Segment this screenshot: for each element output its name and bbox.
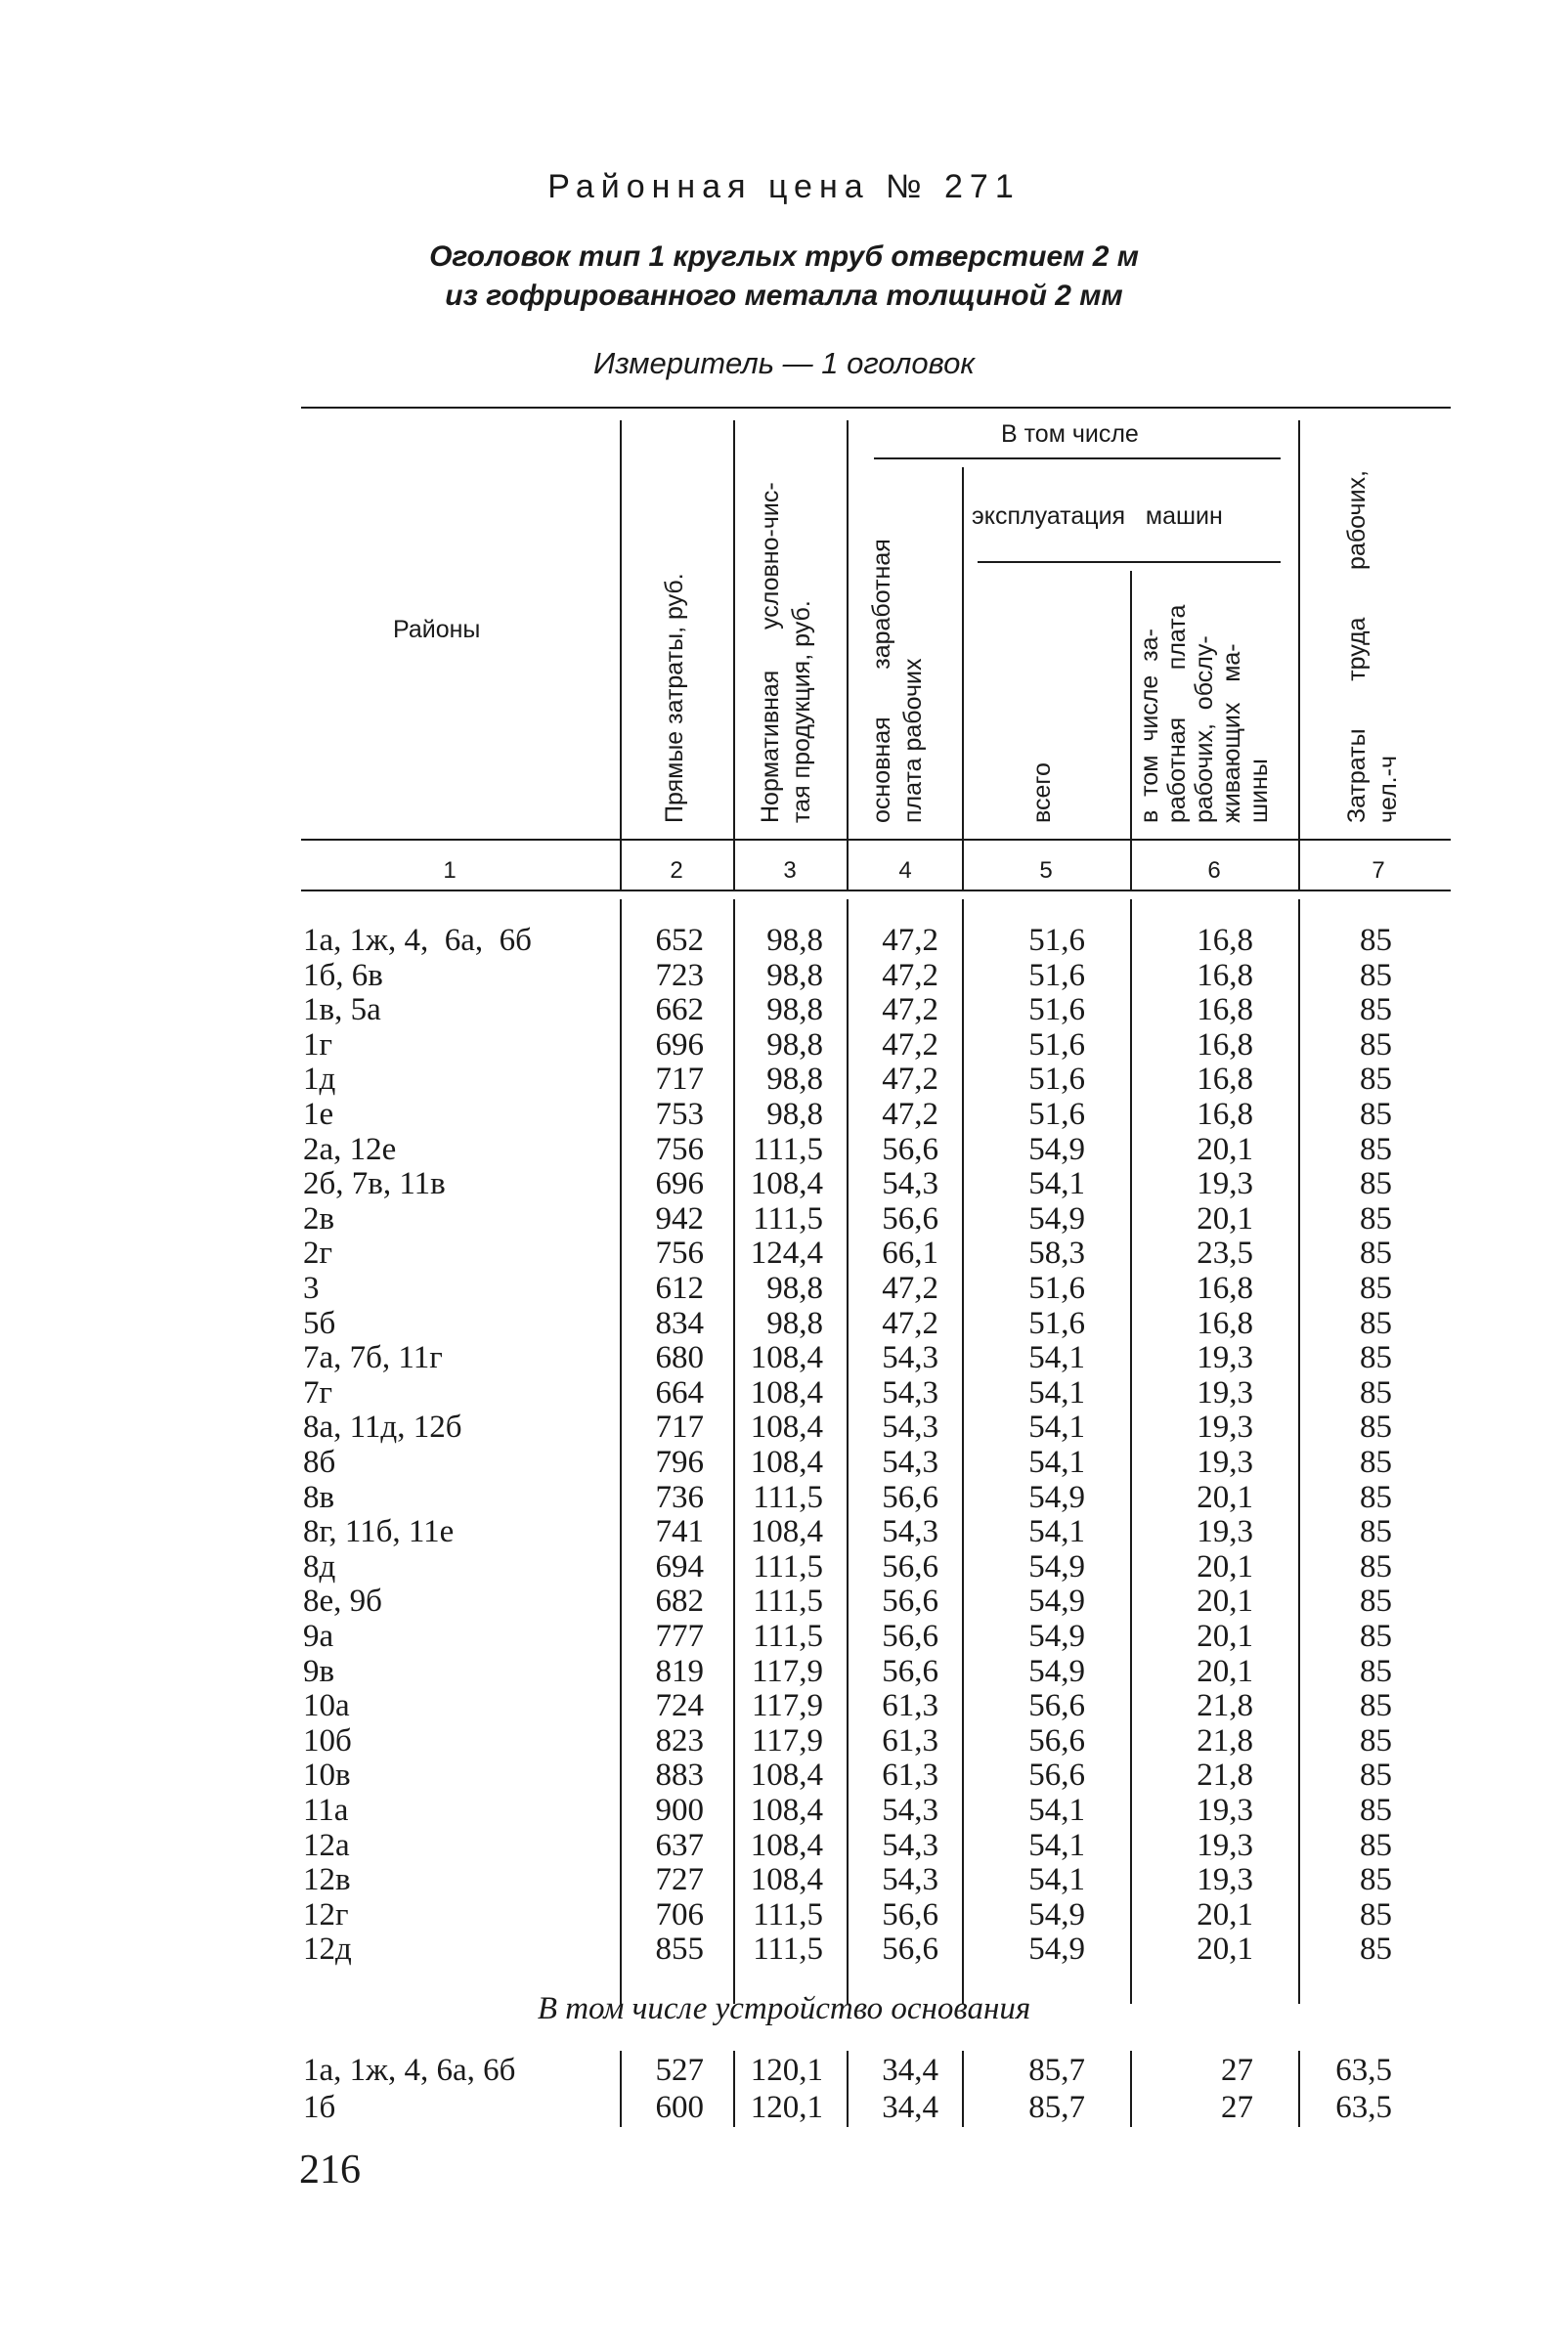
value-cell: 27: [1221, 2090, 1253, 2125]
value-cell: 54,1: [1028, 1793, 1085, 1828]
section-divider: [620, 2051, 622, 2127]
value-cell: 85: [1360, 1445, 1392, 1480]
value-cell: 47,2: [882, 923, 938, 958]
value-cell: 16,8: [1197, 1271, 1253, 1306]
value-cell: 56,6: [882, 1201, 938, 1237]
value-cell: 51,6: [1028, 1062, 1085, 1097]
header-machines: эксплуатация машин: [972, 502, 1223, 530]
value-cell: 855: [655, 1932, 704, 1967]
value-cell: 108,4: [750, 1828, 823, 1863]
column-number: 6: [1207, 857, 1221, 884]
value-cell: 727: [655, 1862, 704, 1897]
value-cell: 61,3: [882, 1723, 938, 1759]
value-cell: 54,9: [1028, 1619, 1085, 1654]
value-cell: 47,2: [882, 1062, 938, 1097]
value-cell: 111,5: [753, 1480, 823, 1515]
district-cell: 8е, 9б: [303, 1584, 382, 1619]
district-cell: 1д: [303, 1062, 336, 1097]
value-cell: 47,2: [882, 1306, 938, 1341]
district-cell: 1б: [303, 2090, 336, 2125]
section-divider: [962, 2051, 964, 2127]
value-cell: 85: [1360, 1584, 1392, 1619]
value-cell: 85: [1360, 992, 1392, 1027]
table-top-rule: [301, 407, 1451, 409]
district-cell: 8г, 11б, 11е: [303, 1514, 455, 1549]
value-cell: 111,5: [753, 1549, 823, 1585]
header-incl-wage-2: работная плата: [1163, 604, 1191, 823]
district-cell: 12д: [303, 1932, 352, 1967]
value-cell: 85: [1360, 1862, 1392, 1897]
value-cell: 16,8: [1197, 1097, 1253, 1132]
district-cell: 9в: [303, 1654, 335, 1689]
value-cell: 736: [655, 1480, 704, 1515]
value-cell: 19,3: [1197, 1514, 1253, 1549]
district-cell: 12г: [303, 1897, 349, 1932]
district-cell: 2г: [303, 1236, 333, 1271]
district-cell: 1в, 5а: [303, 992, 381, 1027]
value-cell: 717: [655, 1410, 704, 1445]
value-cell: 756: [655, 1132, 704, 1167]
value-cell: 777: [655, 1619, 704, 1654]
value-cell: 120,1: [750, 2053, 823, 2088]
column-number: 3: [783, 857, 797, 884]
value-cell: 34,4: [882, 2090, 938, 2125]
value-cell: 694: [655, 1549, 704, 1585]
value-cell: 85: [1360, 1062, 1392, 1097]
value-cell: 85: [1360, 1236, 1392, 1271]
value-cell: 54,1: [1028, 1375, 1085, 1411]
column-numbers-rule: [301, 890, 1451, 891]
column-number: 4: [898, 857, 912, 884]
value-cell: 19,3: [1197, 1340, 1253, 1375]
district-cell: 11а: [303, 1793, 349, 1828]
value-cell: 56,6: [882, 1132, 938, 1167]
value-cell: 51,6: [1028, 992, 1085, 1027]
value-cell: 51,6: [1028, 1271, 1085, 1306]
value-cell: 51,6: [1028, 1027, 1085, 1063]
header-incl-wage-5: шины: [1245, 759, 1273, 823]
value-cell: 98,8: [766, 1271, 823, 1306]
value-cell: 85: [1360, 1514, 1392, 1549]
value-cell: 16,8: [1197, 923, 1253, 958]
value-cell: 108,4: [750, 1514, 823, 1549]
value-cell: 108,4: [750, 1340, 823, 1375]
district-cell: 1а, 1ж, 4, 6а, 6б: [303, 923, 532, 958]
header-divider: [1130, 571, 1132, 890]
value-cell: 612: [655, 1271, 704, 1306]
value-cell: 85: [1360, 1723, 1392, 1759]
value-cell: 117,9: [751, 1723, 823, 1759]
value-cell: 717: [655, 1062, 704, 1097]
value-cell: 20,1: [1197, 1897, 1253, 1932]
value-cell: 54,3: [882, 1862, 938, 1897]
header-bottom-rule: [301, 839, 1451, 841]
value-cell: 54,1: [1028, 1514, 1085, 1549]
value-cell: 54,3: [882, 1828, 938, 1863]
value-cell: 56,6: [882, 1584, 938, 1619]
value-cell: 600: [655, 2090, 704, 2125]
value-cell: 20,1: [1197, 1654, 1253, 1689]
value-cell: 85: [1360, 1549, 1392, 1585]
value-cell: 54,9: [1028, 1932, 1085, 1967]
value-cell: 56,6: [882, 1619, 938, 1654]
district-cell: 8д: [303, 1549, 336, 1585]
value-cell: 900: [655, 1793, 704, 1828]
value-cell: 85: [1360, 1480, 1392, 1515]
header-incl-wage-3: рабочих, обслу-: [1191, 635, 1218, 823]
subtitle-line-1: Оголовок тип 1 круглых труб отверстием 2 м: [429, 240, 1139, 273]
value-cell: 111,5: [753, 1132, 823, 1167]
value-cell: 54,1: [1028, 1828, 1085, 1863]
value-cell: 108,4: [750, 1166, 823, 1201]
value-cell: 823: [655, 1723, 704, 1759]
value-cell: 51,6: [1028, 958, 1085, 993]
page-title: Районная цена № 271: [547, 168, 1021, 205]
value-cell: 85: [1360, 1027, 1392, 1063]
value-cell: 111,5: [753, 1201, 823, 1237]
value-cell: 16,8: [1197, 1027, 1253, 1063]
value-cell: 61,3: [882, 1758, 938, 1793]
subtitle-line-2: из гофрированного металла толщиной 2 мм: [445, 280, 1123, 312]
value-cell: 56,6: [1028, 1758, 1085, 1793]
value-cell: 54,9: [1028, 1132, 1085, 1167]
value-cell: 85: [1360, 1410, 1392, 1445]
header-normative-2: тая продукция, руб.: [788, 600, 815, 823]
value-cell: 85: [1360, 1897, 1392, 1932]
value-cell: 56,6: [882, 1549, 938, 1585]
value-cell: 56,6: [882, 1932, 938, 1967]
value-cell: 27: [1221, 2053, 1253, 2088]
header-incl-wage-4: живающих ма-: [1218, 643, 1245, 823]
section-divider: [1298, 2051, 1300, 2127]
value-cell: 19,3: [1197, 1166, 1253, 1201]
value-cell: 98,8: [766, 992, 823, 1027]
value-cell: 98,8: [766, 1306, 823, 1341]
value-cell: 796: [655, 1445, 704, 1480]
section-divider: [1130, 2051, 1132, 2127]
value-cell: 19,3: [1197, 1793, 1253, 1828]
header-total: всего: [1028, 762, 1056, 823]
value-cell: 85: [1360, 1375, 1392, 1411]
machines-rule: [978, 561, 1281, 563]
value-cell: 54,3: [882, 1166, 938, 1201]
value-cell: 54,9: [1028, 1584, 1085, 1619]
value-cell: 124,4: [750, 1236, 823, 1271]
value-cell: 662: [655, 992, 704, 1027]
value-cell: 51,6: [1028, 923, 1085, 958]
district-cell: 10а: [303, 1688, 350, 1723]
district-cell: 8в: [303, 1480, 335, 1515]
value-cell: 637: [655, 1828, 704, 1863]
value-cell: 54,9: [1028, 1897, 1085, 1932]
value-cell: 108,4: [750, 1410, 823, 1445]
header-labor-1: Затраты труда рабочих,: [1343, 470, 1371, 823]
value-cell: 20,1: [1197, 1201, 1253, 1237]
value-cell: 56,6: [882, 1897, 938, 1932]
value-cell: 741: [655, 1514, 704, 1549]
value-cell: 98,8: [766, 1097, 823, 1132]
header-base-wage-2: плата рабочих: [899, 658, 927, 823]
value-cell: 56,6: [882, 1480, 938, 1515]
value-cell: 664: [655, 1375, 704, 1411]
header-divider: [620, 420, 622, 890]
header-incl-wage-1: в том числе за-: [1136, 629, 1163, 823]
district-cell: 12а: [303, 1828, 350, 1863]
value-cell: 706: [655, 1897, 704, 1932]
value-cell: 108,4: [750, 1862, 823, 1897]
value-cell: 54,9: [1028, 1480, 1085, 1515]
value-cell: 696: [655, 1027, 704, 1063]
value-cell: 85,7: [1028, 2053, 1085, 2088]
value-cell: 63,5: [1335, 2090, 1392, 2125]
value-cell: 680: [655, 1340, 704, 1375]
header-labor-2: чел.-ч: [1374, 756, 1402, 823]
value-cell: 47,2: [882, 992, 938, 1027]
header-base-wage-1: основная заработная: [868, 539, 895, 823]
value-cell: 51,6: [1028, 1306, 1085, 1341]
value-cell: 21,8: [1197, 1758, 1253, 1793]
measure-unit: Измеритель — 1 оголовок: [593, 346, 975, 380]
district-cell: 1а, 1ж, 4, 6а, 6б: [303, 2053, 516, 2088]
value-cell: 19,3: [1197, 1828, 1253, 1863]
value-cell: 696: [655, 1166, 704, 1201]
header-districts: Районы: [393, 616, 481, 643]
header-divider: [733, 420, 735, 890]
value-cell: 120,1: [750, 2090, 823, 2125]
value-cell: 756: [655, 1236, 704, 1271]
value-cell: 16,8: [1197, 1062, 1253, 1097]
value-cell: 85,7: [1028, 2090, 1085, 2125]
value-cell: 20,1: [1197, 1549, 1253, 1585]
header-including: В том числе: [1001, 420, 1139, 448]
value-cell: 85: [1360, 1654, 1392, 1689]
district-cell: 10б: [303, 1723, 352, 1759]
value-cell: 54,1: [1028, 1862, 1085, 1897]
value-cell: 108,4: [750, 1445, 823, 1480]
value-cell: 21,8: [1197, 1688, 1253, 1723]
value-cell: 23,5: [1197, 1236, 1253, 1271]
value-cell: 85: [1360, 1132, 1392, 1167]
value-cell: 66,1: [882, 1236, 938, 1271]
district-cell: 2в: [303, 1201, 335, 1237]
value-cell: 58,3: [1028, 1236, 1085, 1271]
district-cell: 10в: [303, 1758, 351, 1793]
value-cell: 111,5: [753, 1897, 823, 1932]
value-cell: 652: [655, 923, 704, 958]
value-cell: 527: [655, 2053, 704, 2088]
value-cell: 85: [1360, 1166, 1392, 1201]
value-cell: 19,3: [1197, 1410, 1253, 1445]
value-cell: 19,3: [1197, 1862, 1253, 1897]
header-divider: [1298, 420, 1300, 890]
value-cell: 85: [1360, 958, 1392, 993]
district-cell: 9а: [303, 1619, 334, 1654]
column-number: 2: [670, 857, 683, 884]
value-cell: 54,3: [882, 1514, 938, 1549]
value-cell: 85: [1360, 1306, 1392, 1341]
value-cell: 56,6: [882, 1654, 938, 1689]
value-cell: 54,3: [882, 1375, 938, 1411]
district-cell: 2а, 12е: [303, 1132, 397, 1167]
value-cell: 883: [655, 1758, 704, 1793]
value-cell: 108,4: [750, 1758, 823, 1793]
value-cell: 20,1: [1197, 1932, 1253, 1967]
value-cell: 56,6: [1028, 1688, 1085, 1723]
header-divider: [962, 467, 964, 890]
district-cell: 7г: [303, 1375, 333, 1411]
value-cell: 16,8: [1197, 1306, 1253, 1341]
value-cell: 85: [1360, 1793, 1392, 1828]
value-cell: 117,9: [751, 1654, 823, 1689]
column-number: 7: [1372, 857, 1385, 884]
section-divider: [847, 2051, 849, 2127]
district-cell: 2б, 7в, 11в: [303, 1166, 446, 1201]
value-cell: 108,4: [750, 1793, 823, 1828]
value-cell: 753: [655, 1097, 704, 1132]
value-cell: 54,1: [1028, 1166, 1085, 1201]
value-cell: 20,1: [1197, 1584, 1253, 1619]
column-number: 1: [443, 857, 457, 884]
district-cell: 7а, 7б, 11г: [303, 1340, 443, 1375]
value-cell: 98,8: [766, 958, 823, 993]
value-cell: 85: [1360, 1758, 1392, 1793]
value-cell: 54,1: [1028, 1445, 1085, 1480]
value-cell: 61,3: [882, 1688, 938, 1723]
value-cell: 111,5: [753, 1619, 823, 1654]
value-cell: 20,1: [1197, 1619, 1253, 1654]
value-cell: 819: [655, 1654, 704, 1689]
value-cell: 85: [1360, 1688, 1392, 1723]
value-cell: 47,2: [882, 958, 938, 993]
value-cell: 20,1: [1197, 1132, 1253, 1167]
value-cell: 98,8: [766, 923, 823, 958]
section-divider: [733, 2051, 735, 2127]
value-cell: 19,3: [1197, 1445, 1253, 1480]
value-cell: 21,8: [1197, 1723, 1253, 1759]
value-cell: 54,9: [1028, 1201, 1085, 1237]
district-cell: 1г: [303, 1027, 333, 1063]
value-cell: 85: [1360, 1619, 1392, 1654]
value-cell: 108,4: [750, 1375, 823, 1411]
section-title: В том числе устройство основания: [537, 1991, 1031, 2026]
value-cell: 85: [1360, 1340, 1392, 1375]
header-divider: [847, 420, 849, 890]
value-cell: 54,3: [882, 1340, 938, 1375]
district-cell: 3: [303, 1271, 320, 1306]
value-cell: 54,9: [1028, 1654, 1085, 1689]
value-cell: 834: [655, 1306, 704, 1341]
value-cell: 54,3: [882, 1410, 938, 1445]
value-cell: 16,8: [1197, 992, 1253, 1027]
value-cell: 85: [1360, 1271, 1392, 1306]
value-cell: 16,8: [1197, 958, 1253, 993]
value-cell: 63,5: [1335, 2053, 1392, 2088]
value-cell: 111,5: [753, 1932, 823, 1967]
page-number: 216: [299, 2148, 361, 2193]
column-number: 5: [1039, 857, 1053, 884]
value-cell: 682: [655, 1584, 704, 1619]
district-cell: 1е: [303, 1097, 334, 1132]
district-cell: 1б, 6в: [303, 958, 383, 993]
district-cell: 12в: [303, 1862, 351, 1897]
value-cell: 723: [655, 958, 704, 993]
value-cell: 54,1: [1028, 1410, 1085, 1445]
value-cell: 117,9: [751, 1688, 823, 1723]
value-cell: 54,9: [1028, 1549, 1085, 1585]
district-cell: 8б: [303, 1445, 336, 1480]
value-cell: 54,3: [882, 1793, 938, 1828]
value-cell: 51,6: [1028, 1097, 1085, 1132]
including-rule: [874, 457, 1281, 459]
value-cell: 47,2: [882, 1097, 938, 1132]
value-cell: 47,2: [882, 1271, 938, 1306]
district-cell: 5б: [303, 1306, 336, 1341]
value-cell: 56,6: [1028, 1723, 1085, 1759]
value-cell: 34,4: [882, 2053, 938, 2088]
value-cell: 20,1: [1197, 1480, 1253, 1515]
value-cell: 85: [1360, 1828, 1392, 1863]
value-cell: 942: [655, 1201, 704, 1237]
value-cell: 85: [1360, 923, 1392, 958]
value-cell: 19,3: [1197, 1375, 1253, 1411]
value-cell: 85: [1360, 1097, 1392, 1132]
value-cell: 54,3: [882, 1445, 938, 1480]
district-cell: 8а, 11д, 12б: [303, 1410, 462, 1445]
value-cell: 85: [1360, 1201, 1392, 1237]
header-direct-costs: Прямые затраты, руб.: [661, 573, 688, 823]
value-cell: 111,5: [753, 1584, 823, 1619]
header-normative-1: Нормативная условно-чис-: [757, 482, 784, 823]
value-cell: 54,1: [1028, 1340, 1085, 1375]
value-cell: 724: [655, 1688, 704, 1723]
value-cell: 85: [1360, 1932, 1392, 1967]
value-cell: 98,8: [766, 1027, 823, 1063]
value-cell: 98,8: [766, 1062, 823, 1097]
value-cell: 47,2: [882, 1027, 938, 1063]
